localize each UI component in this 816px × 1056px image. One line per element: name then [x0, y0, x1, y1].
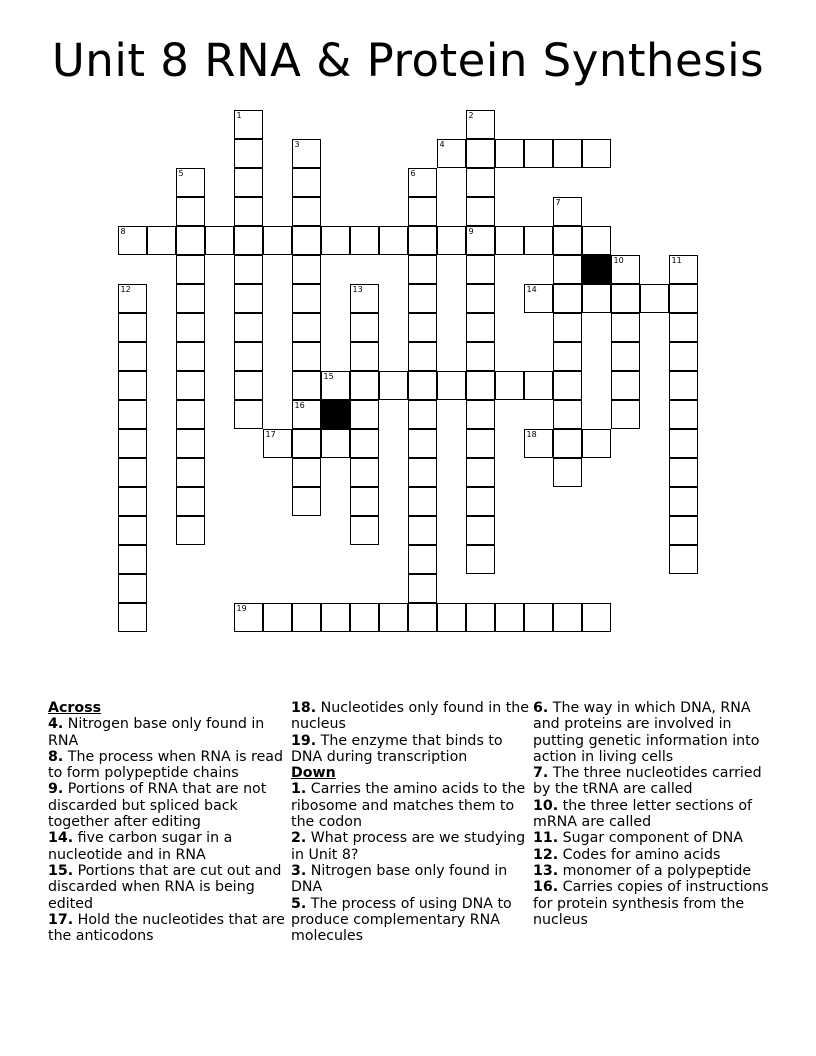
- grid-cell[interactable]: [234, 342, 263, 371]
- grid-cell[interactable]: [234, 139, 263, 168]
- grid-cell[interactable]: [466, 168, 495, 197]
- clue-across-9: 9. Portions of RNA that are not discarded but spliced back together after editing: [48, 781, 267, 831]
- grid-cell[interactable]: [176, 371, 205, 400]
- grid-cell[interactable]: [379, 603, 408, 632]
- grid-cell[interactable]: [553, 342, 582, 371]
- grid-cell[interactable]: [176, 168, 205, 197]
- grid-cell[interactable]: [553, 371, 582, 400]
- grid-cell[interactable]: [466, 429, 495, 458]
- grid-cell[interactable]: [321, 429, 350, 458]
- grid-cell[interactable]: [408, 168, 437, 197]
- clue-down-1: 1. Carries the amino acids to the ribosome and matches them to the codon: [291, 781, 526, 831]
- grid-cell[interactable]: [408, 313, 437, 342]
- grid-cell[interactable]: [466, 197, 495, 226]
- grid-cell[interactable]: [379, 371, 408, 400]
- grid-cell[interactable]: [176, 255, 205, 284]
- grid-cell[interactable]: [147, 226, 176, 255]
- grid-cell[interactable]: [118, 284, 147, 313]
- grid-cell[interactable]: [234, 313, 263, 342]
- grid-cell[interactable]: [495, 603, 524, 632]
- grid-cell[interactable]: [292, 371, 321, 400]
- grid-cell[interactable]: [118, 371, 147, 400]
- grid-cell[interactable]: [350, 516, 379, 545]
- clue-down-7: 7. The three nucleotides carried by the tRNA are called: [533, 765, 762, 798]
- grid-cell[interactable]: [466, 371, 495, 400]
- grid-cell[interactable]: [437, 139, 466, 168]
- grid-cell[interactable]: [234, 110, 263, 139]
- grid-cell[interactable]: [553, 284, 582, 313]
- grid-cell[interactable]: [466, 139, 495, 168]
- grid-cell[interactable]: [176, 313, 205, 342]
- grid-cell[interactable]: [408, 574, 437, 603]
- grid-cell[interactable]: [553, 429, 582, 458]
- grid-cell[interactable]: [292, 342, 321, 371]
- clue-number: 5: [178, 168, 184, 178]
- clue-number: 2: [468, 110, 474, 120]
- grid-cell[interactable]: [553, 400, 582, 429]
- grid-cell[interactable]: [669, 313, 698, 342]
- black-square: [582, 255, 611, 284]
- clue-down-5: 5. The process of using DNA to produce complementary RNA molecules: [291, 895, 512, 945]
- grid-cell[interactable]: [553, 458, 582, 487]
- clue-down-6: 6. The way in which DNA, RNA and proteins are involved in putting genetic information into action in living cells: [533, 700, 760, 765]
- clue-number: 18: [526, 429, 537, 439]
- grid-cell[interactable]: [582, 429, 611, 458]
- grid-cell[interactable]: [292, 226, 321, 255]
- grid-cell[interactable]: [176, 284, 205, 313]
- clue-down-11: 11. Sugar component of DNA: [533, 830, 743, 847]
- grid-cell[interactable]: [669, 284, 698, 313]
- grid-cell[interactable]: [611, 255, 640, 284]
- grid-cell[interactable]: [553, 603, 582, 632]
- grid-cell[interactable]: [524, 371, 553, 400]
- clue-number: 16: [294, 400, 305, 410]
- clue-column-1: [48, 700, 288, 944]
- grid-cell[interactable]: [292, 168, 321, 197]
- grid-cell[interactable]: [350, 284, 379, 313]
- grid-cell[interactable]: [553, 197, 582, 226]
- grid-cell[interactable]: [350, 400, 379, 429]
- clue-number: 1: [236, 110, 242, 120]
- grid-cell[interactable]: [350, 429, 379, 458]
- grid-cell[interactable]: [118, 342, 147, 371]
- clue-number: 14: [526, 284, 537, 294]
- grid-cell[interactable]: [611, 371, 640, 400]
- grid-cell[interactable]: [611, 400, 640, 429]
- grid-cell[interactable]: [611, 313, 640, 342]
- grid-cell[interactable]: [466, 458, 495, 487]
- grid-cell[interactable]: [118, 545, 147, 574]
- grid-cell[interactable]: [234, 603, 263, 632]
- grid-cell[interactable]: [234, 371, 263, 400]
- grid-cell[interactable]: [669, 458, 698, 487]
- grid-cell[interactable]: [321, 603, 350, 632]
- grid-cell[interactable]: [118, 487, 147, 516]
- grid-cell[interactable]: [292, 139, 321, 168]
- grid-cell[interactable]: [234, 197, 263, 226]
- grid-cell[interactable]: [350, 458, 379, 487]
- grid-cell[interactable]: [350, 371, 379, 400]
- grid-cell[interactable]: [408, 226, 437, 255]
- grid-cell[interactable]: [553, 139, 582, 168]
- clue-column-2: [291, 700, 531, 944]
- clue-number: 11: [671, 255, 682, 265]
- clue-number: 8: [120, 226, 126, 236]
- grid-cell[interactable]: [176, 342, 205, 371]
- grid-cell[interactable]: [669, 516, 698, 545]
- grid-cell[interactable]: [408, 516, 437, 545]
- clue-number: 3: [294, 139, 300, 149]
- grid-cell[interactable]: [292, 284, 321, 313]
- clue-number: 15: [323, 371, 334, 381]
- grid-cell[interactable]: [234, 168, 263, 197]
- grid-cell[interactable]: [408, 284, 437, 313]
- grid-cell[interactable]: [118, 313, 147, 342]
- clue-down-10: 10. the three letter sections of mRNA are called: [533, 797, 753, 831]
- grid-cell[interactable]: [292, 255, 321, 284]
- grid-cell[interactable]: [292, 603, 321, 632]
- grid-cell[interactable]: [292, 313, 321, 342]
- down-heading: Down: [291, 765, 336, 782]
- grid-cell[interactable]: [118, 429, 147, 458]
- grid-cell[interactable]: [524, 429, 553, 458]
- grid-cell[interactable]: [669, 371, 698, 400]
- grid-cell[interactable]: [553, 226, 582, 255]
- grid-cell[interactable]: [669, 487, 698, 516]
- grid-cell[interactable]: [408, 429, 437, 458]
- grid-cell[interactable]: [118, 400, 147, 429]
- grid-cell[interactable]: [350, 226, 379, 255]
- grid-cell[interactable]: [611, 342, 640, 371]
- grid-cell[interactable]: [437, 371, 466, 400]
- grid-cell[interactable]: [669, 429, 698, 458]
- grid-cell[interactable]: [408, 545, 437, 574]
- grid-cell[interactable]: [176, 429, 205, 458]
- grid-cell[interactable]: [582, 226, 611, 255]
- grid-cell[interactable]: [669, 342, 698, 371]
- grid-cell[interactable]: [408, 371, 437, 400]
- grid-cell[interactable]: [582, 139, 611, 168]
- grid-cell[interactable]: [292, 197, 321, 226]
- across-heading: Across: [48, 700, 102, 716]
- grid-cell[interactable]: [118, 603, 147, 632]
- grid-cell[interactable]: [118, 574, 147, 603]
- clue-number: 13: [352, 284, 363, 294]
- grid-cell[interactable]: [292, 429, 321, 458]
- grid-cell[interactable]: [263, 429, 292, 458]
- grid-cell[interactable]: [466, 284, 495, 313]
- grid-cell[interactable]: [466, 226, 495, 255]
- grid-cell[interactable]: [408, 255, 437, 284]
- grid-cell[interactable]: [234, 284, 263, 313]
- grid-cell[interactable]: [234, 255, 263, 284]
- clue-down-13: 13. monomer of a polypeptide: [533, 862, 752, 879]
- clue-number: 6: [410, 168, 416, 178]
- grid-cell[interactable]: [495, 371, 524, 400]
- clue-number: 19: [236, 603, 247, 613]
- grid-cell[interactable]: [176, 516, 205, 545]
- grid-cell[interactable]: [611, 284, 640, 313]
- grid-cell[interactable]: [640, 284, 669, 313]
- grid-cell[interactable]: [321, 226, 350, 255]
- grid-cell[interactable]: [408, 400, 437, 429]
- grid-cell[interactable]: [292, 487, 321, 516]
- clue-number: 7: [555, 197, 561, 207]
- grid-cell[interactable]: [350, 487, 379, 516]
- grid-cell[interactable]: [466, 400, 495, 429]
- clue-across-19: 19. The enzyme that binds to DNA during transcription: [291, 732, 503, 765]
- grid-cell[interactable]: [669, 545, 698, 574]
- black-square: [321, 400, 350, 429]
- grid-cell[interactable]: [437, 603, 466, 632]
- page-title: Unit 8 RNA & Protein Synthesis: [51, 34, 765, 87]
- grid-cell[interactable]: [118, 516, 147, 545]
- grid-cell[interactable]: [466, 545, 495, 574]
- grid-cell[interactable]: [524, 284, 553, 313]
- grid-cell[interactable]: [350, 603, 379, 632]
- grid-cell[interactable]: [466, 487, 495, 516]
- grid-cell[interactable]: [553, 313, 582, 342]
- grid-cell[interactable]: [466, 313, 495, 342]
- grid-cell[interactable]: [524, 226, 553, 255]
- grid-cell[interactable]: [669, 400, 698, 429]
- clue-number: 9: [468, 226, 474, 236]
- clue-across-17: 17. Hold the nucleotides that are the anticodons: [48, 911, 285, 945]
- grid-cell[interactable]: [350, 313, 379, 342]
- grid-cell[interactable]: [408, 603, 437, 632]
- grid-cell[interactable]: [234, 226, 263, 255]
- grid-cell[interactable]: [350, 342, 379, 371]
- grid-cell[interactable]: [466, 110, 495, 139]
- grid-cell[interactable]: [553, 255, 582, 284]
- grid-cell[interactable]: [408, 197, 437, 226]
- grid-cell[interactable]: [263, 603, 292, 632]
- grid-cell[interactable]: [582, 284, 611, 313]
- grid-cell[interactable]: [408, 342, 437, 371]
- grid-cell[interactable]: [118, 458, 147, 487]
- clue-across-15: 15. Portions that are cut out and discarded when RNA is being edited: [48, 862, 282, 912]
- grid-cell[interactable]: [495, 226, 524, 255]
- grid-cell[interactable]: [234, 400, 263, 429]
- clue-down-2: 2. What process are we studying in Unit 8?: [291, 830, 526, 863]
- clue-number: 10: [613, 255, 624, 265]
- clue-number: 12: [120, 284, 131, 294]
- grid-cell[interactable]: [176, 400, 205, 429]
- clue-column-3: [533, 700, 773, 928]
- clue-down-12: 12. Codes for amino acids: [533, 846, 721, 863]
- grid-cell[interactable]: [292, 458, 321, 487]
- clue-across-18: 18. Nucleotides only found in the nucleus: [291, 700, 529, 733]
- grid-cell[interactable]: [669, 255, 698, 284]
- grid-cell[interactable]: [408, 458, 437, 487]
- grid-cell[interactable]: [582, 603, 611, 632]
- grid-cell[interactable]: [437, 226, 466, 255]
- grid-cell[interactable]: [495, 139, 524, 168]
- grid-cell[interactable]: [379, 226, 408, 255]
- grid-cell[interactable]: [176, 458, 205, 487]
- clue-down-16: 16. Carries copies of instructions for protein synthesis from the nucleus: [533, 879, 769, 928]
- clue-number: 17: [265, 429, 276, 439]
- grid-cell[interactable]: [176, 487, 205, 516]
- grid-cell[interactable]: [263, 226, 292, 255]
- grid-cell[interactable]: [524, 139, 553, 168]
- grid-cell[interactable]: [321, 371, 350, 400]
- clue-across-14: 14. five carbon sugar in a nucleotide and in RNA: [48, 830, 233, 863]
- grid-cell[interactable]: [524, 603, 553, 632]
- grid-cell[interactable]: [176, 226, 205, 255]
- grid-cell[interactable]: [176, 197, 205, 226]
- grid-cell[interactable]: [466, 516, 495, 545]
- grid-cell[interactable]: [205, 226, 234, 255]
- grid-cell[interactable]: [466, 603, 495, 632]
- clue-down-3: 3. Nitrogen base only found in DNA: [291, 862, 508, 896]
- clue-number: 4: [439, 139, 445, 149]
- grid-cell[interactable]: [292, 400, 321, 429]
- clue-across-4: 4. Nitrogen base only found in RNA: [48, 716, 265, 749]
- grid-cell[interactable]: [118, 226, 147, 255]
- grid-cell[interactable]: [408, 487, 437, 516]
- grid-cell[interactable]: [466, 255, 495, 284]
- grid-cell[interactable]: [466, 342, 495, 371]
- clue-across-8: 8. The process when RNA is read to form polypeptide chains: [48, 748, 284, 782]
